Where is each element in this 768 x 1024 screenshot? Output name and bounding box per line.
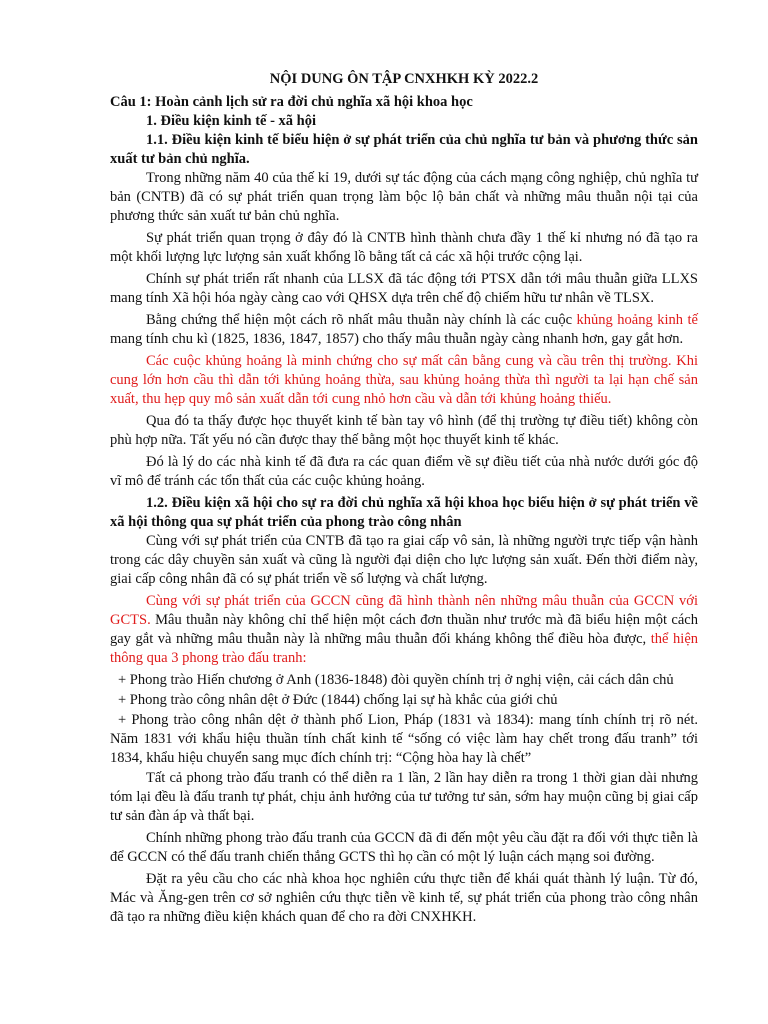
subsection-heading-1-1: 1.1. Điều kiện kinh tế biểu hiện ở sự phát triển của chủ nghĩa tư bản và phương thức sản xuất tư bản chủ nghĩa.	[110, 132, 698, 167]
bullet-item-1: + Phong trào Hiến chương ở Anh (1836-1848) đòi quyền chính trị ở nghị viện, cải cách dân chủ	[118, 672, 674, 688]
paragraph-6: Qua đó ta thấy được học thuyết kinh tế bàn tay vô hình (để thị trường tự điều tiết) không còn phù hợp nữa. Tất yếu nó cần được thay thế bằng một học thuyết kinh tế khác.	[110, 413, 698, 448]
paragraph-10: Tất cả phong trào đấu tranh có thể diễn ra 1 lần, 2 lần hay diễn ra trong 1 thời gian dài nhưng tóm lại đều là đấu tranh tự phát, chịu ảnh hưởng của tư tưởng tư sản, sớm hay muộn cũng bị giai cấp tư sản đàn áp và thất bại.	[110, 770, 698, 824]
bullet-item-3: + Phong trào công nhân dệt ở thành phố Lion, Pháp (1831 và 1834): mang tính chính trị rõ nét. Năm 1831 với khẩu hiệu thuần tính chất kinh tế “sống có việc làm hay chết trong đấu tranh” tới 1834, khẩu hiệu chuyển sang mục đích chính trị: “Cộng hòa hay là chết”	[110, 712, 698, 766]
question-heading: Câu 1: Hoàn cảnh lịch sử ra đời chủ nghĩa xã hội khoa học	[110, 94, 473, 110]
paragraph-1: Trong những năm 40 của thế kỉ 19, dưới sự tác động của cách mạng công nghiệp, chủ nghĩa tư bản (CNTB) đã có sự phát triển quan trọng làm bộc lộ bản chất và những mâu thuẫn nội tại của phương thức sản xuất tư bản chủ nghĩa.	[110, 170, 698, 224]
paragraph-5-highlight: Các cuộc khủng hoảng là minh chứng cho sự mất cân bằng cung và cầu trên thị trường. Khi cung lớn hơn cầu thì dẫn tới khủng hoảng thừa, sau khủng hoảng thừa thì người ta lại hạn chế sản xuất, thu hẹp quy mô sản xuất dẫn tới cung nhỏ hơn cầu và dẫn tới khủng hoảng thiếu.	[110, 353, 698, 407]
paragraph-4-text-a: Bằng chứng thể hiện một cách rõ nhất mâu thuẫn này chính là các cuộc	[146, 312, 577, 328]
paragraph-11: Chính những phong trào đấu tranh của GCCN đã đi đến một yêu cầu đặt ra đối với thực tiễn là để GCCN có thể đấu tranh chiến thắng GCTS thì họ cần có một lý luận cách mạng soi đường.	[110, 830, 698, 865]
paragraph-4-text-b: mang tính chu kì (1825, 1836, 1847, 1857) cho thấy mâu thuẫn ngày càng nhanh hơn, gay gắt hơn.	[110, 331, 684, 347]
section-heading-1: 1. Điều kiện kinh tế - xã hội	[146, 113, 316, 129]
paragraph-4	[110, 311, 698, 349]
document-title: NỘI DUNG ÔN TẬP CNXHKH KỲ 2022.2	[269, 71, 539, 87]
paragraph-3: Chính sự phát triển rất nhanh của LLSX đã tác động tới PTSX dẫn tới mâu thuẫn giữa LLXS mang tính Xã hội hóa ngày càng cao với QHSX dựa trên chế độ chiếm hữu tư nhân về TLSX.	[110, 271, 698, 306]
paragraph-4-highlight: khủng hoảng kinh tế	[576, 312, 698, 328]
paragraph-2: Sự phát triển quan trọng ở đây đó là CNTB hình thành chưa đầy 1 thế kỉ nhưng nó đã tạo ra một khối lượng lực lượng sản xuất khổng lồ bằng tất cả các xã hội trước cộng lại.	[110, 230, 698, 265]
subsection-heading-1-2: 1.2. Điều kiện xã hội cho sự ra đời chủ nghĩa xã hội khoa học biểu hiện ở sự phát triển về xã hội thông qua sự phát triển của phong trào công nhân	[110, 495, 698, 530]
paragraph-9-highlight: Cùng với sự phát triển của GCCN cũng đã hình thành nên những mâu thuẫn của GCCN với GCTS.	[110, 593, 698, 628]
paragraph-9-text: Mâu thuẫn này không chỉ thể hiện một cách đơn thuần như trước mà đã biểu hiện một cách gay gắt và những mâu thuẫn này là những mâu thuẫn đối kháng không thể điều hòa được,	[110, 612, 698, 647]
paragraph-9-highlight-2: thể hiện thông qua 3 phong trào đấu tranh:	[110, 631, 698, 666]
paragraph-9	[110, 592, 698, 668]
paragraph-8: Cùng với sự phát triển của CNTB đã tạo ra giai cấp vô sản, là những người trực tiếp vận hành trong các dây chuyền sản xuất và cũng là người đại diện cho lực lượng sản xuất. Đến thời điểm này, giai cấp công nhân đã có sự phát triển về số lượng và chất lượng.	[110, 533, 698, 587]
bullet-item-2: + Phong trào công nhân dệt ở Đức (1844) chống lại sự hà khắc của giới chủ	[118, 692, 558, 708]
paragraph-7: Đó là lý do các nhà kinh tế đã đưa ra các quan điểm về sự điều tiết của nhà nước dưới góc độ vĩ mô để tránh các tổn thất của các cuộc khủng hoảng.	[110, 454, 698, 489]
paragraph-12: Đặt ra yêu cầu cho các nhà khoa học nghiên cứu thực tiễn để khái quát thành lý luận. Từ đó, Mác và Ăng-gen trên cơ sở nghiên cứu thực tiễn về kinh tế, sự phát triển của phong trào công nhân đã tạo ra những điều kiện khách quan để cho ra đời CNXHKH.	[110, 871, 698, 925]
